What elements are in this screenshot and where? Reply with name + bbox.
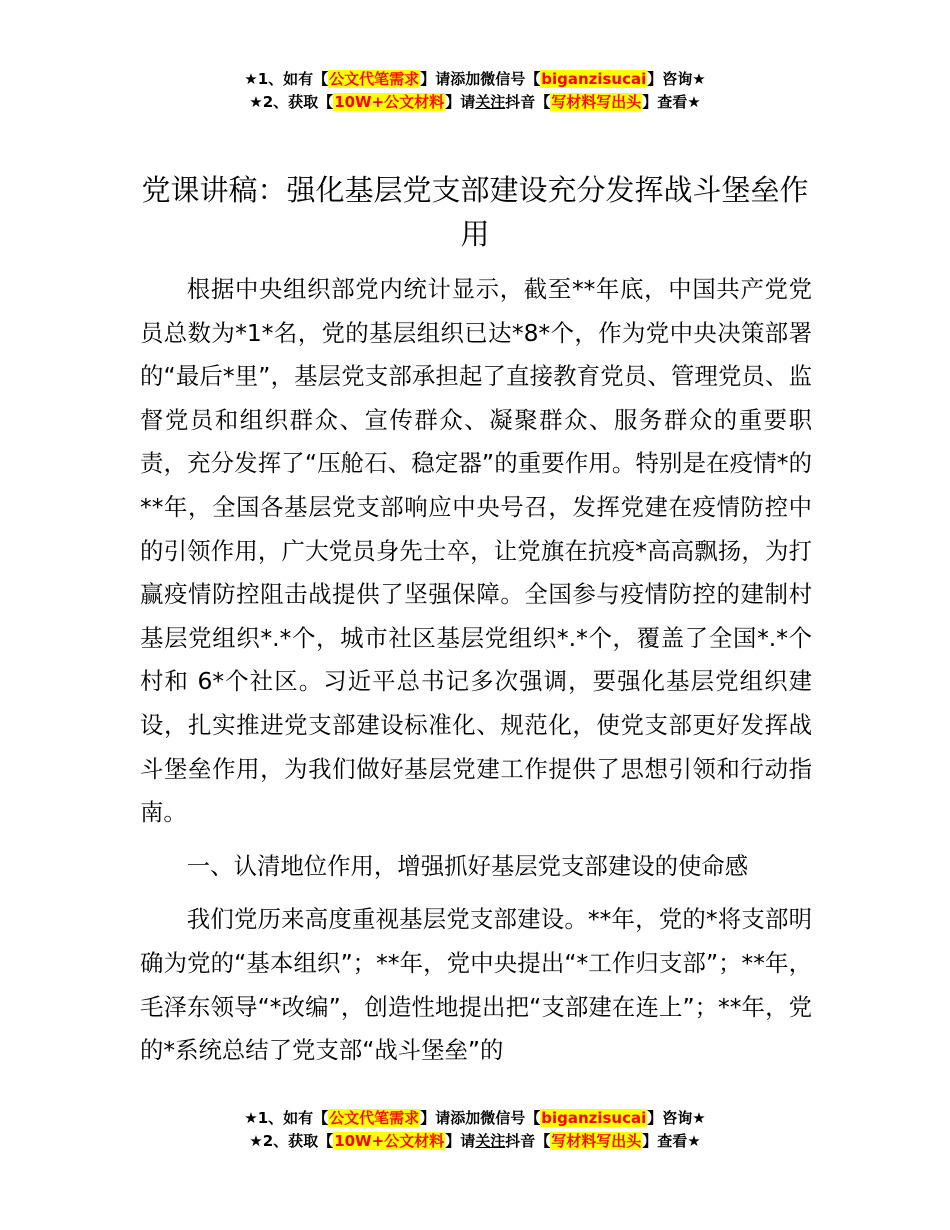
promo-underlined-text: 关注 [475, 93, 506, 111]
document-title: 党课讲稿：强化基层党支部建设充分发挥战斗堡垒作用 [141, 173, 809, 251]
top-promo-banner [0, 68, 950, 114]
promo-line-1: ★1、如有【公文代笔需求】请添加微信号【biganzisucai】咨询★ [244, 1109, 706, 1127]
promo-highlight: 10W+公文材料 [334, 1132, 445, 1150]
promo-highlight: 公文代笔需求 [329, 1109, 420, 1127]
body-paragraph: 我们党历来高度重视基层党支部建设。**年，党的*将支部明确为党的“基本组织”；**年，党中央提出“*工作归支部”；**年，毛泽东领导“*改编”，创造性地提出把“支部建在连上”；**年，党的*系统总结了党支部“战斗堡垒”的 [140, 905, 812, 1065]
bottom-promo-banner [0, 1107, 950, 1153]
promo-highlight: biganzisucai [541, 70, 647, 88]
document-body [140, 268, 812, 1083]
promo-line-2: ★2、获取【10W+公文材料】请关注抖音【写材料写出头】查看★ [249, 93, 701, 111]
promo-underlined-text: 关注 [475, 1132, 506, 1150]
promo-highlight: biganzisucai [541, 1109, 647, 1127]
body-paragraph: 根据中央组织部党内统计显示，截至**年底，中国共产党党员总数为*1*名，党的基层组织已达*8*个，作为党中央决策部署的“最后*里”，基层党支部承担起了直接教育党员、管理党员、监督党员和组织群众、宣传群众、凝聚群众、服务群众的重要职责，充分发挥了“压舱石、稳定器”的重要作用。特别是在疫情*的**年，全国各基层党支部响应中央号召，发挥党建在疫情防控中的引领作用，广大党员身先士卒，让党旗在抗疫*高高飘扬，为打赢疫情防控阻击战提供了坚强保障。全国参与疫情防控的建制村基层党组织*.*个，城市社区基层党组织*.*个，覆盖了全国*.*个村和 6*个社区。习近平总书记多次强调，要强化基层党组织建设，扎实推进党支部建设标准化、规范化，使党支部更好发挥战斗堡垒作用，为我们做好基层党建工作提供了思想引领和行动指南。 [140, 275, 812, 827]
promo-highlight: 公文代笔需求 [329, 70, 420, 88]
promo-line-1: ★1、如有【公文代笔需求】请添加微信号【biganzisucai】咨询★ [244, 70, 706, 88]
promo-highlight: 写材料写出头 [551, 93, 642, 111]
promo-line-2: ★2、获取【10W+公文材料】请关注抖音【写材料写出头】查看★ [249, 1132, 701, 1150]
promo-highlight: 10W+公文材料 [334, 93, 445, 111]
section-heading: 一、认清地位作用，增强抓好基层党支部建设的使命感 [186, 851, 749, 880]
promo-highlight: 写材料写出头 [551, 1132, 642, 1150]
